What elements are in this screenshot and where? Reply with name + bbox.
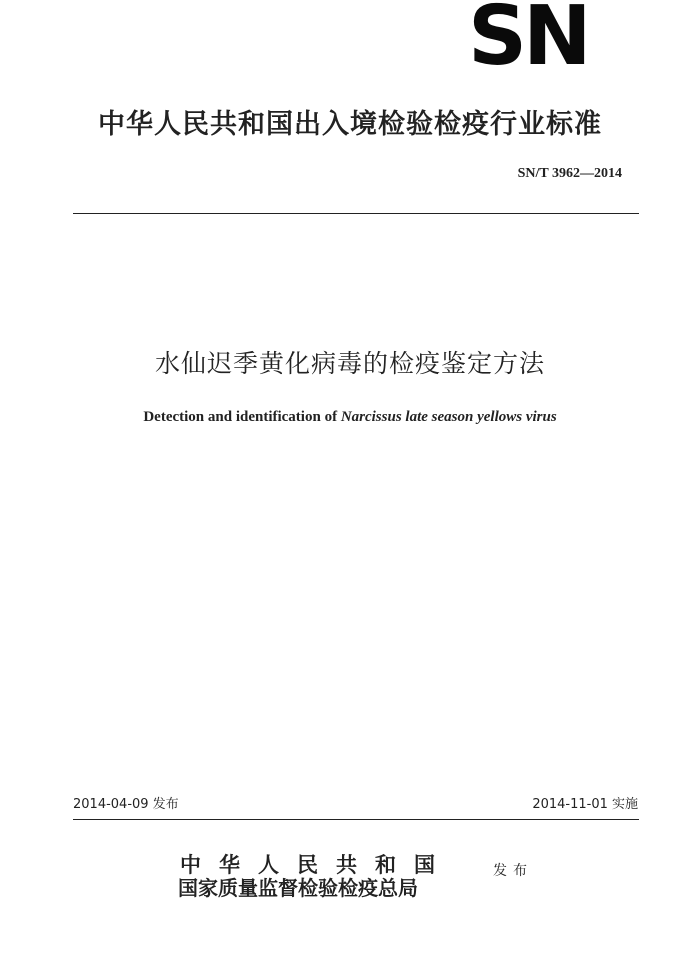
standard-number: SN/T 3962—2014 <box>517 166 622 181</box>
issued-label: 发布 <box>493 863 533 879</box>
issue-date: 2014-04-09 发布 <box>73 797 179 812</box>
issuer-country: 中华人民共和国 <box>180 852 453 877</box>
bottom-divider <box>73 819 639 820</box>
implementation-date: 2014-11-01 实施 <box>532 797 638 812</box>
standard-category-title: 中华人民共和国出入境检验检疫行业标准 <box>98 109 602 140</box>
title-en-virus-name: Narcissus late season yellows virus <box>340 409 557 425</box>
document-title-chinese: 水仙迟季黄化病毒的检疫鉴定方法 <box>154 349 545 378</box>
sn-logo-text: SN <box>468 0 588 84</box>
issuer-agency: 国家质量监督检验检疫总局 <box>178 876 418 900</box>
sn-logo <box>468 0 604 84</box>
document-title-english <box>0 409 700 426</box>
title-en-prefix: Detection and identification of <box>143 409 341 425</box>
top-divider <box>73 213 639 214</box>
